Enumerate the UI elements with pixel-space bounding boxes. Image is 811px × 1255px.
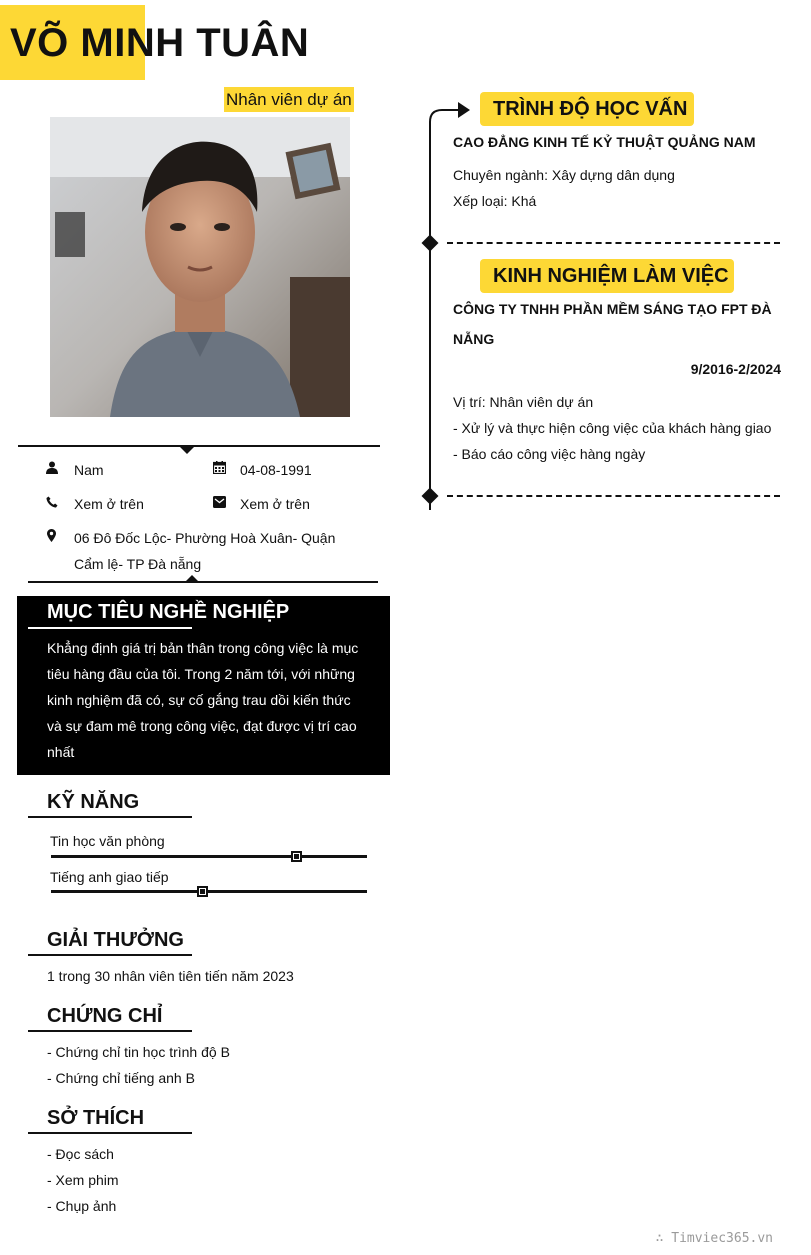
phone-value: Xem ở trên [74, 496, 144, 512]
map-marker-icon [47, 529, 61, 543]
skill-bar [51, 855, 367, 858]
experience-title: KINH NGHIỆM LÀM VIỆC [493, 265, 729, 287]
gender-value: Nam [74, 462, 104, 478]
divider-top [18, 445, 380, 447]
awards-title-underline [28, 954, 192, 956]
watermark-logo-icon: ∴ [655, 1231, 672, 1246]
hobby-item: - Đọc sách [47, 1146, 114, 1162]
experience-period: 9/2016-2/2024 [690, 361, 781, 377]
objective-title-underline [28, 627, 192, 629]
profile-photo [50, 117, 350, 417]
education-school: CAO ĐẲNG KINH TẾ KỶ THUẬT QUẢNG NAM [453, 134, 756, 150]
education-major: Chuyên ngành: Xây dựng dân dụng [453, 167, 675, 183]
divider-top-arrow [179, 446, 195, 454]
award-item: 1 trong 30 nhân viên tiên tiến năm 2023 [47, 968, 294, 984]
envelope-icon [213, 495, 227, 509]
experience-divider [447, 495, 780, 497]
certificate-item: - Chứng chỉ tin học trình độ B [47, 1044, 230, 1060]
watermark [656, 1231, 773, 1246]
experience-role: Vị trí: Nhân viên dự án [453, 394, 594, 410]
watermark-text: Timviec365.vn [671, 1231, 773, 1246]
certificates-title: CHỨNG CHỈ [47, 1005, 163, 1027]
awards-title: GIẢI THƯỞNG [47, 929, 184, 951]
hobby-item: - Xem phim [47, 1172, 119, 1188]
hobby-item: - Chụp ảnh [47, 1198, 117, 1214]
address-line-2: Cẩm lệ- TP Đà nẵng [74, 556, 202, 572]
skills-title: KỸ NĂNG [47, 791, 140, 813]
skills-title-underline [28, 816, 192, 818]
experience-duty: - Báo cáo công việc hàng ngày [453, 446, 646, 462]
objective-line: Khẳng định giá trị bản thân trong công việc là mục [47, 640, 359, 656]
objective-line: tiêu hàng đầu của tôi. Trong 2 năm tới, với những [47, 666, 355, 682]
skill-name: Tiếng anh giao tiếp [50, 869, 169, 885]
education-title: TRÌNH ĐỘ HỌC VẤN [493, 98, 688, 120]
divider-bottom [28, 581, 378, 583]
divider-bottom-arrow [184, 575, 200, 583]
certificates-title-underline [28, 1030, 192, 1032]
objective-text [47, 635, 377, 765]
skill-level-knob [291, 851, 302, 862]
birthday-value: 04-08-1991 [240, 462, 312, 478]
skill-level-knob [197, 886, 208, 897]
candidate-name: VÕ MINH TUÂN [10, 21, 310, 65]
candidate-position: Nhân viên dự án [224, 87, 354, 112]
experience-company-line-1: CÔNG TY TNHH PHẦN MỀM SÁNG TẠO FPT ĐÀ [453, 301, 772, 317]
email-value: Xem ở trên [240, 496, 310, 512]
education-divider [447, 242, 780, 244]
objective-line: và sự đam mê trong công việc, đạt được vị trí cao [47, 718, 357, 734]
education-grade: Xếp loại: Khá [453, 193, 537, 209]
hobbies-title: SỞ THÍCH [47, 1107, 145, 1129]
calendar-icon [213, 461, 227, 475]
objective-line: kinh nghiệm đã có, sự cố gắng trau dồi kiến thức [47, 692, 351, 708]
certificate-item: - Chứng chỉ tiếng anh B [47, 1070, 195, 1086]
objective-line: nhất [47, 744, 75, 760]
hobbies-title-underline [28, 1132, 192, 1134]
experience-duty: - Xử lý và thực hiện công việc của khách hàng giao [453, 420, 772, 436]
skill-bar [51, 890, 367, 893]
skill-name: Tin học văn phòng [50, 833, 165, 849]
objective-title: MỤC TIÊU NGHỀ NGHIỆP [47, 601, 290, 623]
phone-icon [46, 495, 60, 509]
experience-company-line-2: NẴNG [453, 331, 495, 347]
address-line-1: 06 Đô Đốc Lộc- Phường Hoà Xuân- Quận [74, 530, 336, 546]
user-icon [46, 461, 60, 475]
